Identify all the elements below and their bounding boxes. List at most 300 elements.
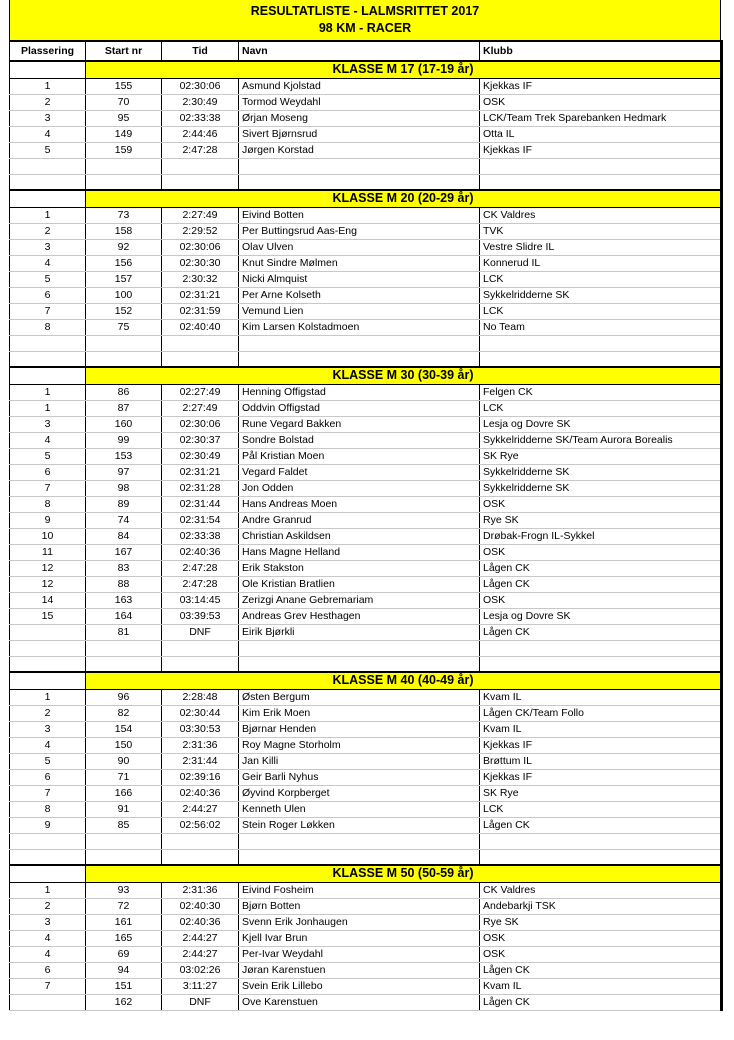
empty-cell [480, 849, 722, 865]
cell-start-nr: 91 [86, 801, 162, 817]
cell-tid: 02:40:40 [162, 319, 239, 335]
cell-plassering [10, 624, 86, 640]
cell-plassering: 5 [10, 271, 86, 287]
cell-klubb: Lågen CK/Team Follo [480, 705, 722, 721]
empty-cell [480, 335, 722, 351]
cell-navn: Bjørnar Henden [239, 721, 480, 737]
cell-klubb: Kjekkas IF [480, 142, 722, 158]
table-row [10, 78, 722, 94]
cell-klubb: SK Rye [480, 785, 722, 801]
cell-navn: Hans Magne Helland [239, 544, 480, 560]
cell-plassering: 2 [10, 898, 86, 914]
cell-start-nr: 99 [86, 432, 162, 448]
cell-start-nr: 159 [86, 142, 162, 158]
cell-klubb: Lågen CK [480, 962, 722, 978]
cell-navn: Ove Karenstuen [239, 994, 480, 1010]
empty-cell [162, 158, 239, 174]
cell-tid: 02:30:49 [162, 448, 239, 464]
cell-start-nr: 85 [86, 817, 162, 833]
cell-klubb: Brøttum IL [480, 753, 722, 769]
cell-tid: 02:30:06 [162, 239, 239, 255]
empty-cell [480, 640, 722, 656]
table-row [10, 512, 722, 528]
results-body [10, 61, 722, 1010]
cell-start-nr: 70 [86, 94, 162, 110]
cell-tid: 2:27:49 [162, 400, 239, 416]
empty-row [10, 656, 722, 672]
cell-klubb: Rye SK [480, 512, 722, 528]
cell-start-nr: 89 [86, 496, 162, 512]
title-block [9, 0, 721, 40]
cell-tid: 2:47:28 [162, 142, 239, 158]
empty-row [10, 833, 722, 849]
table-row [10, 737, 722, 753]
cell-navn: Kim Larsen Kolstadmoen [239, 319, 480, 335]
cell-plassering: 3 [10, 914, 86, 930]
cell-plassering: 12 [10, 560, 86, 576]
cell-tid: 3:11:27 [162, 978, 239, 994]
cell-start-nr: 82 [86, 705, 162, 721]
cell-navn: Sondre Bolstad [239, 432, 480, 448]
table-row [10, 721, 722, 737]
table-row [10, 223, 722, 239]
empty-row [10, 351, 722, 367]
empty-cell [239, 351, 480, 367]
class-header-row [10, 672, 722, 689]
empty-cell [239, 158, 480, 174]
cell-start-nr: 75 [86, 319, 162, 335]
cell-plassering: 1 [10, 78, 86, 94]
table-row [10, 978, 722, 994]
cell-navn: Rune Vegard Bakken [239, 416, 480, 432]
cell-plassering: 11 [10, 544, 86, 560]
cell-start-nr: 71 [86, 769, 162, 785]
cell-tid: 02:39:16 [162, 769, 239, 785]
cell-navn: Geir Barli Nyhus [239, 769, 480, 785]
empty-cell [480, 158, 722, 174]
cell-tid: 02:33:38 [162, 110, 239, 126]
cell-klubb: CK Valdres [480, 207, 722, 223]
cell-tid: 02:30:06 [162, 416, 239, 432]
empty-cell [480, 656, 722, 672]
class-name: KLASSE M 17 (17-19 år) [86, 61, 722, 78]
header-navn: Navn [239, 41, 480, 61]
title-main: RESULTATLISTE - LALMSRITTET 2017 [250, 4, 480, 18]
cell-klubb: Sykkelridderne SK/Team Aurora Borealis [480, 432, 722, 448]
empty-cell [239, 335, 480, 351]
cell-klubb: Kjekkas IF [480, 769, 722, 785]
cell-tid: DNF [162, 994, 239, 1010]
cell-klubb: Kvam IL [480, 689, 722, 705]
cell-start-nr: 83 [86, 560, 162, 576]
table-row [10, 400, 722, 416]
table-row [10, 94, 722, 110]
cell-start-nr: 88 [86, 576, 162, 592]
cell-navn: Jon Odden [239, 480, 480, 496]
cell-tid: 02:31:21 [162, 287, 239, 303]
table-row [10, 416, 722, 432]
cell-start-nr: 151 [86, 978, 162, 994]
table-row [10, 528, 722, 544]
cell-klubb: Lågen CK [480, 994, 722, 1010]
table-row [10, 624, 722, 640]
table-row [10, 576, 722, 592]
empty-cell [10, 833, 86, 849]
cell-start-nr: 98 [86, 480, 162, 496]
cell-navn: Eivind Botten [239, 207, 480, 223]
table-row [10, 207, 722, 223]
empty-cell [239, 656, 480, 672]
cell-navn: Bjørn Botten [239, 898, 480, 914]
cell-tid: 02:30:30 [162, 255, 239, 271]
cell-plassering: 6 [10, 464, 86, 480]
table-row [10, 110, 722, 126]
cell-navn: Sivert Bjørnsrud [239, 126, 480, 142]
cell-klubb: Sykkelridderne SK [480, 287, 722, 303]
table-row [10, 448, 722, 464]
cell-plassering: 3 [10, 416, 86, 432]
cell-klubb: LCK [480, 801, 722, 817]
cell-klubb: Lesja og Dovre SK [480, 416, 722, 432]
cell-tid: 02:30:44 [162, 705, 239, 721]
table-row [10, 930, 722, 946]
cell-navn: Oddvin Offigstad [239, 400, 480, 416]
header-klubb: Klubb [480, 41, 722, 61]
cell-plassering: 9 [10, 817, 86, 833]
cell-start-nr: 166 [86, 785, 162, 801]
cell-plassering [10, 994, 86, 1010]
empty-cell [162, 849, 239, 865]
class-header-blank [10, 190, 86, 207]
cell-navn: Øyvind Korpberget [239, 785, 480, 801]
cell-tid: 2:28:48 [162, 689, 239, 705]
cell-plassering: 2 [10, 94, 86, 110]
cell-plassering: 1 [10, 384, 86, 400]
class-name: KLASSE M 20 (20-29 år) [86, 190, 722, 207]
class-header-blank [10, 672, 86, 689]
cell-klubb: Lågen CK [480, 817, 722, 833]
cell-plassering: 1 [10, 207, 86, 223]
cell-plassering: 12 [10, 576, 86, 592]
cell-start-nr: 84 [86, 528, 162, 544]
cell-navn: Østen Bergum [239, 689, 480, 705]
cell-tid: 02:33:38 [162, 528, 239, 544]
cell-tid: 02:40:36 [162, 785, 239, 801]
cell-start-nr: 95 [86, 110, 162, 126]
cell-tid: 03:14:45 [162, 592, 239, 608]
cell-tid: 2:44:27 [162, 946, 239, 962]
cell-start-nr: 157 [86, 271, 162, 287]
cell-start-nr: 97 [86, 464, 162, 480]
cell-navn: Nicki Almquist [239, 271, 480, 287]
empty-cell [10, 640, 86, 656]
table-row [10, 544, 722, 560]
table-row [10, 303, 722, 319]
cell-plassering: 1 [10, 882, 86, 898]
class-header-row [10, 865, 722, 882]
cell-start-nr: 167 [86, 544, 162, 560]
cell-start-nr: 152 [86, 303, 162, 319]
cell-navn: Henning Offigstad [239, 384, 480, 400]
table-row [10, 962, 722, 978]
cell-plassering: 8 [10, 496, 86, 512]
cell-navn: Eirik Bjørkli [239, 624, 480, 640]
cell-klubb: Lesja og Dovre SK [480, 608, 722, 624]
table-row [10, 817, 722, 833]
table-row [10, 319, 722, 335]
cell-tid: 03:30:53 [162, 721, 239, 737]
empty-cell [10, 335, 86, 351]
title-sub: 98 KM - RACER [318, 21, 412, 35]
cell-navn: Eivind Fosheim [239, 882, 480, 898]
cell-klubb: OSK [480, 946, 722, 962]
cell-klubb: LCK [480, 271, 722, 287]
table-row [10, 769, 722, 785]
cell-plassering: 2 [10, 705, 86, 721]
cell-navn: Jan Killi [239, 753, 480, 769]
cell-klubb: No Team [480, 319, 722, 335]
cell-navn: Roy Magne Storholm [239, 737, 480, 753]
cell-plassering: 2 [10, 223, 86, 239]
cell-plassering: 4 [10, 432, 86, 448]
table-row [10, 914, 722, 930]
empty-cell [86, 158, 162, 174]
empty-cell [10, 656, 86, 672]
table-row [10, 560, 722, 576]
cell-navn: Stein Roger Løkken [239, 817, 480, 833]
cell-start-nr: 92 [86, 239, 162, 255]
empty-cell [86, 833, 162, 849]
empty-row [10, 640, 722, 656]
empty-row [10, 158, 722, 174]
cell-klubb: LCK/Team Trek Sparebanken Hedmark [480, 110, 722, 126]
cell-start-nr: 93 [86, 882, 162, 898]
cell-tid: 02:31:54 [162, 512, 239, 528]
cell-tid: 2:44:46 [162, 126, 239, 142]
table-row [10, 287, 722, 303]
cell-plassering: 4 [10, 737, 86, 753]
cell-start-nr: 69 [86, 946, 162, 962]
empty-row [10, 335, 722, 351]
cell-navn: Per Buttingsrud Aas-Eng [239, 223, 480, 239]
cell-klubb: Lågen CK [480, 560, 722, 576]
table-row [10, 689, 722, 705]
cell-klubb: OSK [480, 94, 722, 110]
cell-klubb: TVK [480, 223, 722, 239]
cell-tid: 2:47:28 [162, 576, 239, 592]
cell-klubb: Vestre Slidre IL [480, 239, 722, 255]
cell-tid: 2:30:32 [162, 271, 239, 287]
cell-tid: 02:31:44 [162, 496, 239, 512]
cell-tid: 02:40:36 [162, 544, 239, 560]
empty-cell [239, 833, 480, 849]
cell-start-nr: 156 [86, 255, 162, 271]
cell-tid: 2:44:27 [162, 801, 239, 817]
cell-navn: Knut Sindre Mølmen [239, 255, 480, 271]
class-name: KLASSE M 30 (30-39 år) [86, 367, 722, 384]
cell-navn: Pål Kristian Moen [239, 448, 480, 464]
table-row [10, 239, 722, 255]
cell-plassering: 4 [10, 930, 86, 946]
cell-start-nr: 72 [86, 898, 162, 914]
cell-plassering: 4 [10, 255, 86, 271]
empty-cell [162, 335, 239, 351]
cell-navn: Jørgen Korstad [239, 142, 480, 158]
cell-tid: 2:30:49 [162, 94, 239, 110]
cell-klubb: Lågen CK [480, 576, 722, 592]
cell-start-nr: 86 [86, 384, 162, 400]
cell-plassering: 3 [10, 721, 86, 737]
cell-klubb: Felgen CK [480, 384, 722, 400]
results-table [9, 40, 723, 1011]
cell-start-nr: 149 [86, 126, 162, 142]
class-name: KLASSE M 50 (50-59 år) [86, 865, 722, 882]
table-row [10, 753, 722, 769]
cell-klubb: OSK [480, 930, 722, 946]
table-row [10, 271, 722, 287]
cell-navn: Kenneth Ulen [239, 801, 480, 817]
table-row [10, 785, 722, 801]
cell-plassering: 1 [10, 689, 86, 705]
empty-cell [86, 174, 162, 190]
cell-start-nr: 100 [86, 287, 162, 303]
cell-tid: 02:40:36 [162, 914, 239, 930]
table-row [10, 496, 722, 512]
cell-plassering: 8 [10, 801, 86, 817]
cell-tid: 02:30:37 [162, 432, 239, 448]
empty-cell [480, 833, 722, 849]
cell-tid: 02:40:30 [162, 898, 239, 914]
cell-tid: 2:27:49 [162, 207, 239, 223]
cell-navn: Svenn Erik Jonhaugen [239, 914, 480, 930]
cell-navn: Asmund Kjolstad [239, 78, 480, 94]
table-row [10, 801, 722, 817]
cell-navn: Ole Kristian Bratlien [239, 576, 480, 592]
cell-tid: 03:39:53 [162, 608, 239, 624]
table-row [10, 592, 722, 608]
cell-tid: 2:47:28 [162, 560, 239, 576]
cell-tid: 02:27:49 [162, 384, 239, 400]
cell-klubb: OSK [480, 544, 722, 560]
table-row [10, 898, 722, 914]
table-row [10, 432, 722, 448]
cell-plassering: 14 [10, 592, 86, 608]
class-header-blank [10, 61, 86, 78]
cell-tid: 02:31:59 [162, 303, 239, 319]
empty-cell [239, 849, 480, 865]
cell-klubb: CK Valdres [480, 882, 722, 898]
empty-cell [239, 640, 480, 656]
class-header-row [10, 367, 722, 384]
cell-start-nr: 153 [86, 448, 162, 464]
cell-start-nr: 87 [86, 400, 162, 416]
empty-cell [86, 849, 162, 865]
empty-cell [480, 174, 722, 190]
cell-klubb: OSK [480, 496, 722, 512]
class-header-row [10, 61, 722, 78]
cell-plassering: 7 [10, 785, 86, 801]
empty-cell [10, 174, 86, 190]
empty-cell [86, 335, 162, 351]
cell-navn: Vegard Faldet [239, 464, 480, 480]
cell-start-nr: 161 [86, 914, 162, 930]
cell-tid: 02:56:02 [162, 817, 239, 833]
cell-navn: Christian Askildsen [239, 528, 480, 544]
cell-plassering: 3 [10, 110, 86, 126]
empty-cell [86, 640, 162, 656]
table-row [10, 608, 722, 624]
cell-navn: Tormod Weydahl [239, 94, 480, 110]
empty-cell [162, 174, 239, 190]
cell-tid: 03:02:26 [162, 962, 239, 978]
cell-plassering: 6 [10, 962, 86, 978]
empty-cell [162, 656, 239, 672]
cell-start-nr: 162 [86, 994, 162, 1010]
cell-navn: Kjell Ivar Brun [239, 930, 480, 946]
cell-tid: 02:30:06 [162, 78, 239, 94]
cell-plassering: 1 [10, 400, 86, 416]
empty-cell [10, 351, 86, 367]
cell-navn: Hans Andreas Moen [239, 496, 480, 512]
empty-cell [162, 833, 239, 849]
header-tid: Tid [162, 41, 239, 61]
cell-start-nr: 74 [86, 512, 162, 528]
header-row [10, 41, 722, 61]
cell-tid: 2:31:44 [162, 753, 239, 769]
class-header-blank [10, 367, 86, 384]
cell-navn: Olav Ulven [239, 239, 480, 255]
cell-navn: Vemund Lien [239, 303, 480, 319]
cell-tid: 2:31:36 [162, 882, 239, 898]
cell-klubb: Kvam IL [480, 978, 722, 994]
cell-klubb: Lågen CK [480, 624, 722, 640]
table-row [10, 384, 722, 400]
table-row [10, 882, 722, 898]
cell-plassering: 15 [10, 608, 86, 624]
cell-navn: Per-Ivar Weydahl [239, 946, 480, 962]
cell-klubb: OSK [480, 592, 722, 608]
empty-cell [162, 351, 239, 367]
cell-klubb: LCK [480, 303, 722, 319]
empty-cell [86, 656, 162, 672]
cell-start-nr: 160 [86, 416, 162, 432]
cell-navn: Per Arne Kolseth [239, 287, 480, 303]
cell-navn: Zerizgi Anane Gebremariam [239, 592, 480, 608]
cell-plassering: 6 [10, 769, 86, 785]
table-row [10, 142, 722, 158]
cell-plassering: 7 [10, 978, 86, 994]
cell-start-nr: 96 [86, 689, 162, 705]
header-start-nr: Start nr [86, 41, 162, 61]
cell-start-nr: 73 [86, 207, 162, 223]
cell-plassering: 6 [10, 287, 86, 303]
class-name: KLASSE M 40 (40-49 år) [86, 672, 722, 689]
empty-cell [239, 174, 480, 190]
table-row [10, 464, 722, 480]
cell-klubb: Kvam IL [480, 721, 722, 737]
empty-row [10, 174, 722, 190]
cell-navn: Erik Stakston [239, 560, 480, 576]
header-plassering: Plassering [10, 41, 86, 61]
cell-start-nr: 158 [86, 223, 162, 239]
table-row [10, 946, 722, 962]
cell-start-nr: 165 [86, 930, 162, 946]
cell-tid: DNF [162, 624, 239, 640]
cell-klubb: Kjekkas IF [480, 78, 722, 94]
table-row [10, 480, 722, 496]
cell-plassering: 7 [10, 480, 86, 496]
cell-plassering: 4 [10, 126, 86, 142]
